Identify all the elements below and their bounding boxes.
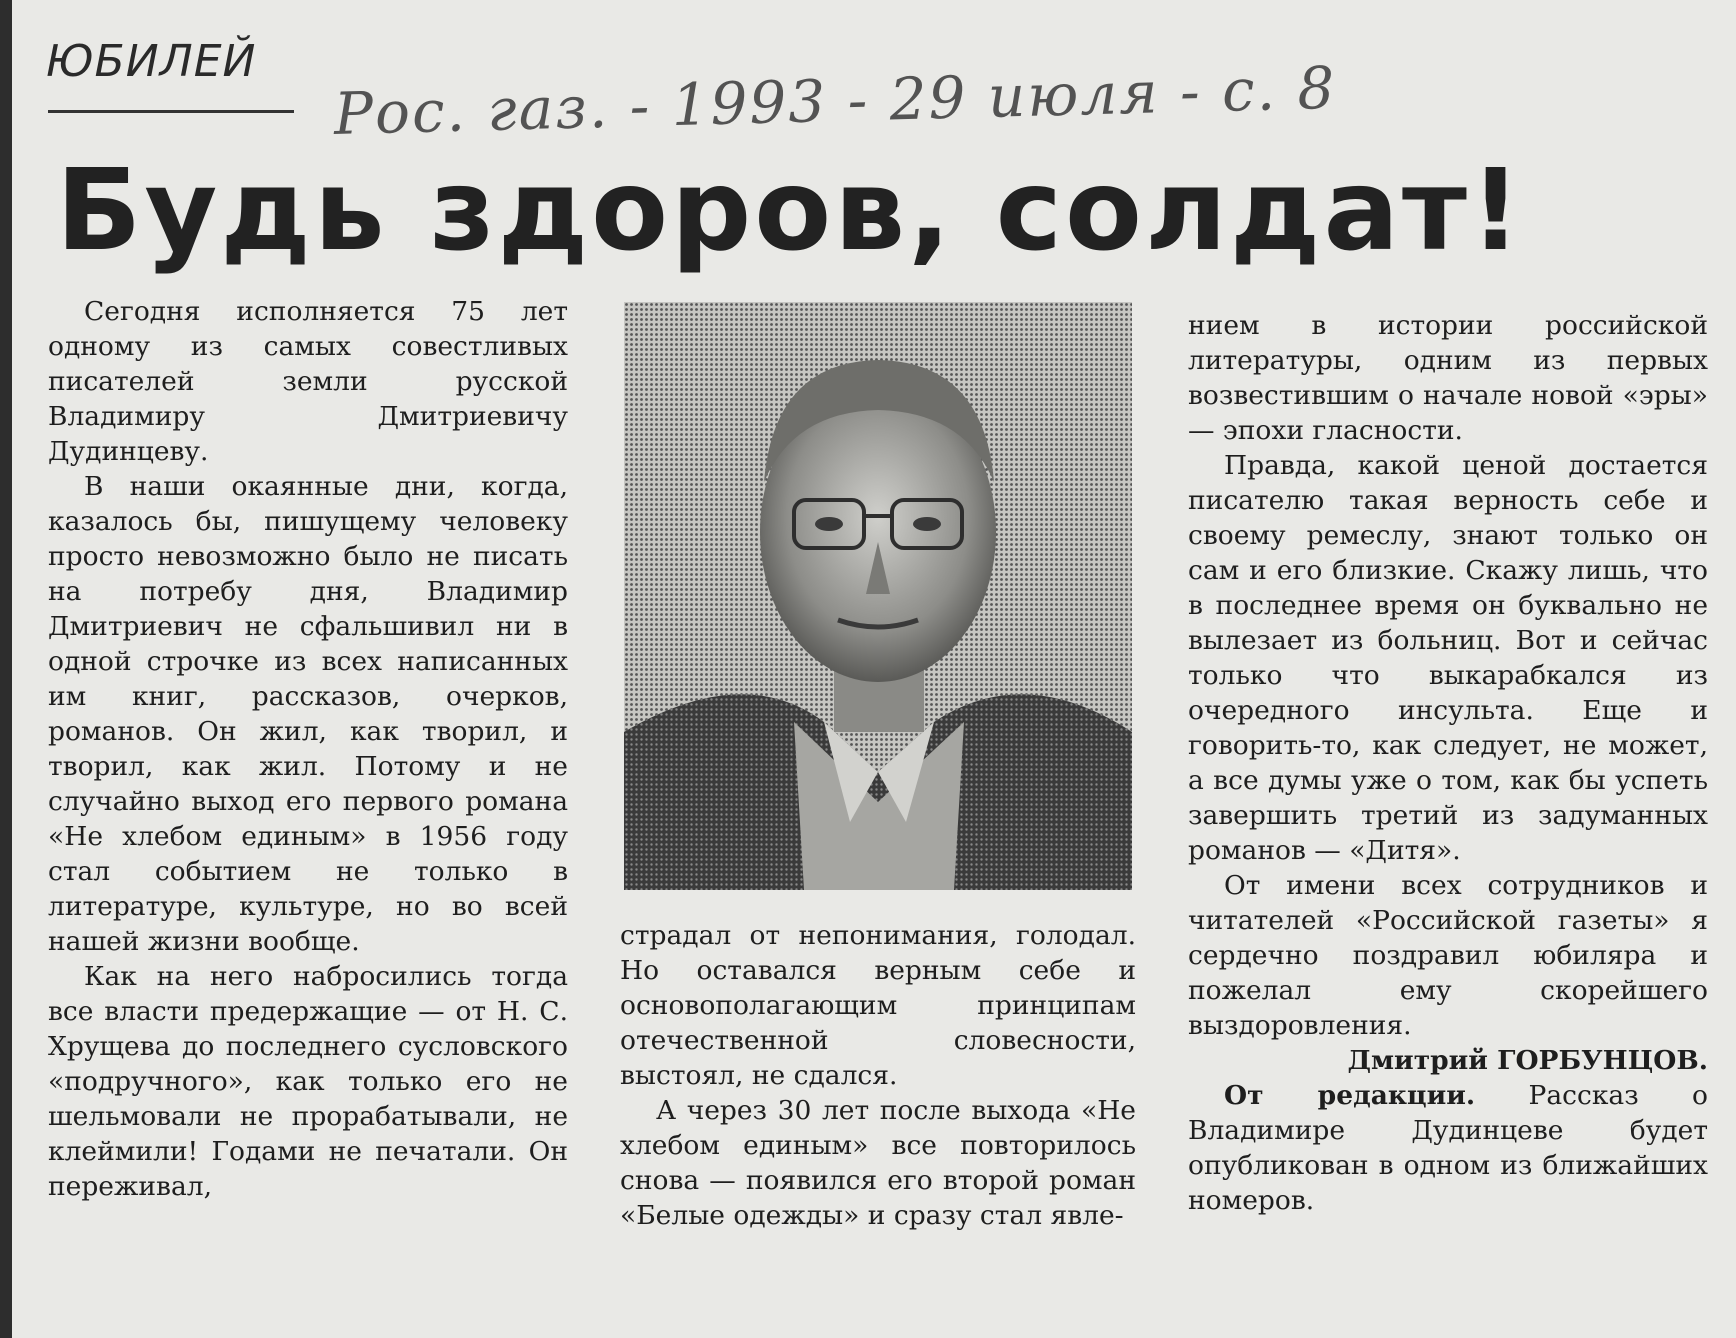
handwritten-source-note: Рос. газ. - 1993 - 29 июля - с. 8	[333, 53, 1338, 148]
paragraph: Сегодня исполняется 75 лет одному из самых совестливых писателей земли русской Владимиру Дмитриевичу Дудинцеву.	[48, 296, 568, 467]
paragraph: нием в истории российской литературы, одним из первых возвестившим о начале новой «эры» — эпохи гласности.	[1188, 310, 1708, 446]
paragraph: А через 30 лет после выхода «Не хлебом единым» все повторилось снова — появился его второй роман «Белые одежды» и сразу стал явле-	[620, 1095, 1136, 1231]
paragraph: В наши окаянные дни, когда, казалось бы, пишущему человеку просто невозможно было не писать на потребу дня, Владимир Дмитриевич не сфальшивил ни в одной строчке из всех написанных им книг, рассказов, очерков, романов. Он жил, как творил, и творил, как жил. Потому и не случайно выход его первого романа «Не хлебом единым» в 1956 году стал событием не только в литературе, культуре, но во всей нашей жизни вообще.	[48, 471, 568, 957]
portrait-halftone-image	[624, 302, 1132, 890]
rubric-label: ЮБИЛЕЙ	[46, 36, 257, 87]
editor-note-heading: От редакции.	[1224, 1080, 1476, 1111]
paragraph: От имени всех сотрудников и читателей «Российской газеты» я сердечно поздравил юбиляра и пожелал ему скорейшего выздоровления.	[1188, 870, 1708, 1041]
article-column-1	[48, 294, 568, 1204]
paragraph: страдал от непонимания, голодал. Но оставался верным себе и основополагающим принципам отечественной словесности, выстоял, не сдался.	[620, 920, 1136, 1091]
author-signature: Дмитрий ГОРБУНЦОВ.	[1347, 1045, 1708, 1076]
editor-note	[1188, 1078, 1708, 1218]
headline: Будь здоров, солдат!	[56, 146, 1525, 276]
article-column-2	[620, 918, 1136, 1233]
paragraph: Как на него набросились тогда все власти предержащие — от Н. С. Хрущева до последнего сусловского «подручного», как только его не шельмовали не прорабатывали, не клеймили! Годами не печатали. Он переживал,	[48, 961, 568, 1202]
rubric-underline	[48, 110, 294, 113]
paragraph: Правда, какой ценой достается писателю такая верность себе и своему ремеслу, знают только он сам и его близкие. Скажу лишь, что в последнее время он буквально не вылезает из больниц. Вот и сейчас только что выкарабкался из очередного инсульта. Еще и говорить-то, как следует, не может, а все думы уже о том, как бы успеть завершить третий из задуманных романов — «Дитя».	[1188, 450, 1708, 866]
article-column-3	[1188, 308, 1708, 1218]
editor-note-text: Рассказ о Владимире Дудинцеве будет опубликован в одном из ближайших номеров.	[1188, 1080, 1708, 1216]
author-portrait-photo	[624, 302, 1132, 890]
